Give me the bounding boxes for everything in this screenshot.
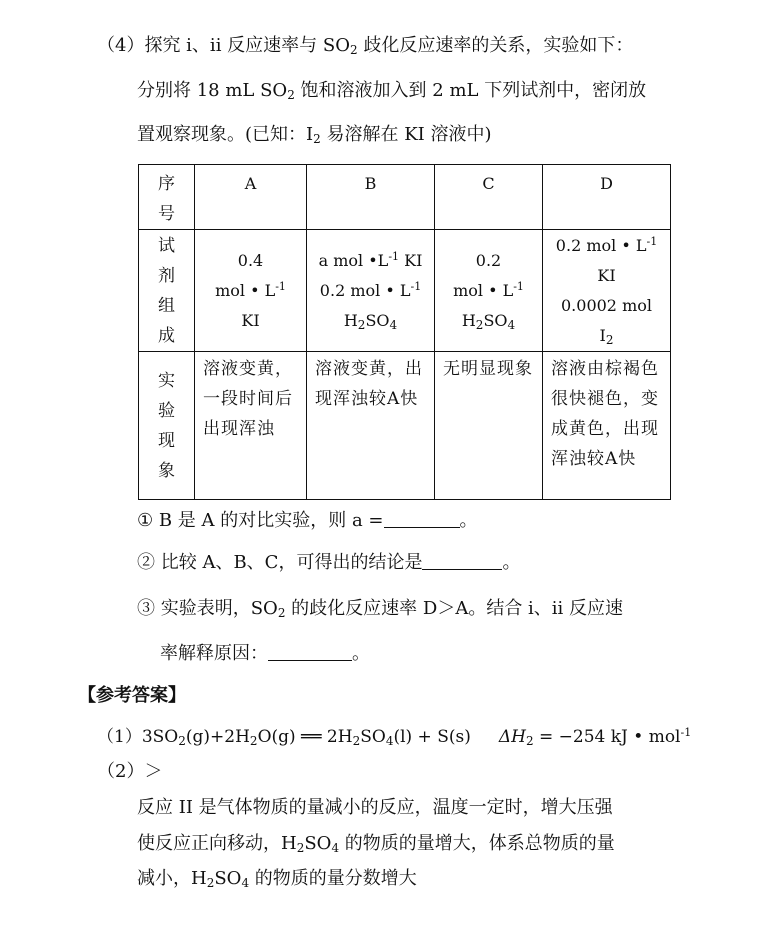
column-label: D	[600, 174, 613, 193]
superscript: -1	[410, 279, 422, 293]
subscript: 2	[249, 734, 258, 748]
text: 0.2 mol • L	[319, 280, 411, 300]
text: ② 比较 A、B、C，可得出的结论是	[137, 552, 423, 573]
reagent-cell-a	[195, 230, 307, 352]
text: SO	[483, 310, 508, 330]
superscript: -1	[646, 234, 658, 248]
header-cell-c	[435, 165, 543, 230]
observation-cell-d: 溶液由棕褐色很快褪色，变成黄色，出现浑浊较A快	[543, 352, 671, 500]
subscript: 4	[507, 317, 516, 332]
superscript: -1	[513, 279, 524, 293]
text: SO	[214, 868, 242, 889]
superscript: -1	[388, 249, 400, 263]
column-label: A	[244, 174, 257, 193]
text: 的物质的量分数增大	[249, 868, 417, 889]
observation-cell-a: 溶液变黄，一段时间后出现浑浊	[195, 352, 307, 500]
reagent-cell-c	[435, 230, 543, 352]
text: 率解释原因：	[160, 643, 268, 664]
subscript: 2	[475, 317, 484, 332]
subscript: 2	[349, 43, 358, 57]
subscript: 2	[313, 132, 321, 146]
observation-row	[139, 352, 671, 500]
text: 减小，H	[137, 868, 207, 889]
text: 探究 i、ii 反应速率与 SO	[144, 35, 350, 56]
reagent-text: 0.4	[237, 250, 264, 270]
answer-2-line-1: 反应 II 是气体物质的量减小的反应，温度一定时，增大压强	[137, 797, 613, 818]
subscript: 2	[605, 332, 614, 347]
text: 。	[352, 643, 370, 664]
answer-2-line-2	[137, 832, 615, 856]
reagent-text: KI	[241, 310, 260, 330]
answer-heading: 【参考答案】	[78, 685, 186, 706]
superscript: -1	[275, 279, 286, 293]
reagent-text	[435, 276, 542, 306]
subquestion-3-line-1	[137, 597, 623, 621]
text: (g)+2H	[185, 727, 250, 747]
answer-number: （1）	[97, 727, 142, 747]
answer-blank[interactable]	[422, 551, 502, 570]
text: 0.2 mol • L	[555, 235, 647, 255]
text: H	[343, 310, 358, 330]
text: 3SO	[141, 727, 179, 747]
answer-blank[interactable]	[384, 509, 460, 528]
text: 。	[459, 510, 478, 531]
subscript: 2	[357, 317, 366, 332]
header-cell-a	[195, 165, 307, 230]
subscript: 2	[287, 88, 295, 102]
superscript: -1	[680, 726, 692, 739]
text: 的歧化反应速率 D＞A。结合 i、ii 反应速	[285, 598, 624, 619]
question-number: （4）	[97, 35, 145, 56]
experiment-table	[138, 164, 671, 500]
answer-1	[97, 725, 691, 749]
reagent-text	[307, 276, 434, 306]
text: 歧化反应速率的关系，实验如下：	[357, 35, 634, 56]
reagent-cell-d	[543, 230, 671, 352]
answer-2	[97, 760, 162, 784]
observation-cell-c: 无明显现象	[435, 352, 543, 500]
text: I	[599, 325, 606, 345]
text: O(g) ══ 2H	[257, 727, 353, 747]
answer-number: （2）	[97, 761, 145, 782]
subscript: 4	[241, 876, 250, 890]
subscript: 2	[352, 734, 361, 748]
text: SO	[360, 727, 386, 747]
text: 。	[502, 552, 521, 573]
text: KI	[399, 250, 423, 270]
question-4-line-3	[137, 123, 492, 147]
row-label: 试剂组成	[158, 235, 175, 346]
subscript: 2	[277, 606, 286, 620]
row-label-reagent	[139, 230, 195, 352]
text: 置观察现象。(已知：I	[137, 124, 314, 145]
text: (l) + S(s)	[393, 727, 471, 747]
subscript: 2	[525, 734, 534, 748]
answer-blank[interactable]	[268, 642, 352, 661]
subquestion-3-line-2	[160, 642, 370, 666]
reagent-row	[139, 230, 671, 352]
text: ① B 是 A 的对比实验，则 a =	[137, 510, 384, 531]
delta-h: ΔH	[498, 727, 526, 747]
subquestion-2	[137, 551, 520, 575]
text: 饱和溶液加入到 2 mL 下列试剂中，密闭放	[294, 80, 647, 101]
header-cell-b	[307, 165, 435, 230]
reagent-cell-b	[307, 230, 435, 352]
text: 分别将 18 mL SO	[137, 80, 288, 101]
reagent-text: 0.2	[475, 250, 502, 270]
subquestion-1	[137, 509, 478, 533]
row-label: 实验现象	[158, 370, 175, 481]
reagent-text	[307, 306, 434, 336]
reagent-text	[307, 246, 434, 276]
column-label: C	[482, 174, 495, 193]
text: ＞	[144, 761, 163, 782]
text: 的物质的量增大，体系总物质的量	[339, 833, 615, 854]
text: mol • L	[453, 280, 514, 300]
row-label-observation	[139, 352, 195, 500]
header-label: 序号	[158, 174, 175, 224]
reagent-text	[543, 321, 670, 351]
text: SO	[365, 310, 390, 330]
subscript: 2	[206, 876, 215, 890]
reagent-text	[543, 231, 670, 261]
subscript: 4	[331, 841, 340, 855]
reagent-text	[195, 276, 306, 306]
question-4-line-1	[97, 34, 633, 58]
reagent-text: 0.0002 mol	[561, 295, 652, 315]
observation-cell-b: 溶液变黄，出现浑浊较A快	[307, 352, 435, 500]
subscript: 4	[385, 734, 394, 748]
text: 使反应正向移动，H	[137, 833, 297, 854]
subscript: 2	[178, 734, 186, 748]
question-4-line-2	[137, 79, 646, 103]
subscript: 4	[389, 317, 398, 332]
header-cell-index	[139, 165, 195, 230]
header-cell-d	[543, 165, 671, 230]
reagent-text	[435, 306, 542, 336]
text: = −254 kJ • mol	[533, 727, 681, 747]
text: H	[461, 310, 476, 330]
text: SO	[304, 833, 332, 854]
text: mol • L	[215, 280, 276, 300]
subscript: 2	[296, 841, 305, 855]
column-label: B	[364, 174, 377, 193]
table-header-row	[139, 165, 671, 230]
text: ③ 实验表明，SO	[137, 598, 278, 619]
text: a mol •L	[318, 250, 389, 270]
answer-2-line-3	[137, 867, 417, 891]
reagent-text: KI	[597, 265, 616, 285]
text: 易溶解在 KI 溶液中)	[320, 124, 492, 145]
